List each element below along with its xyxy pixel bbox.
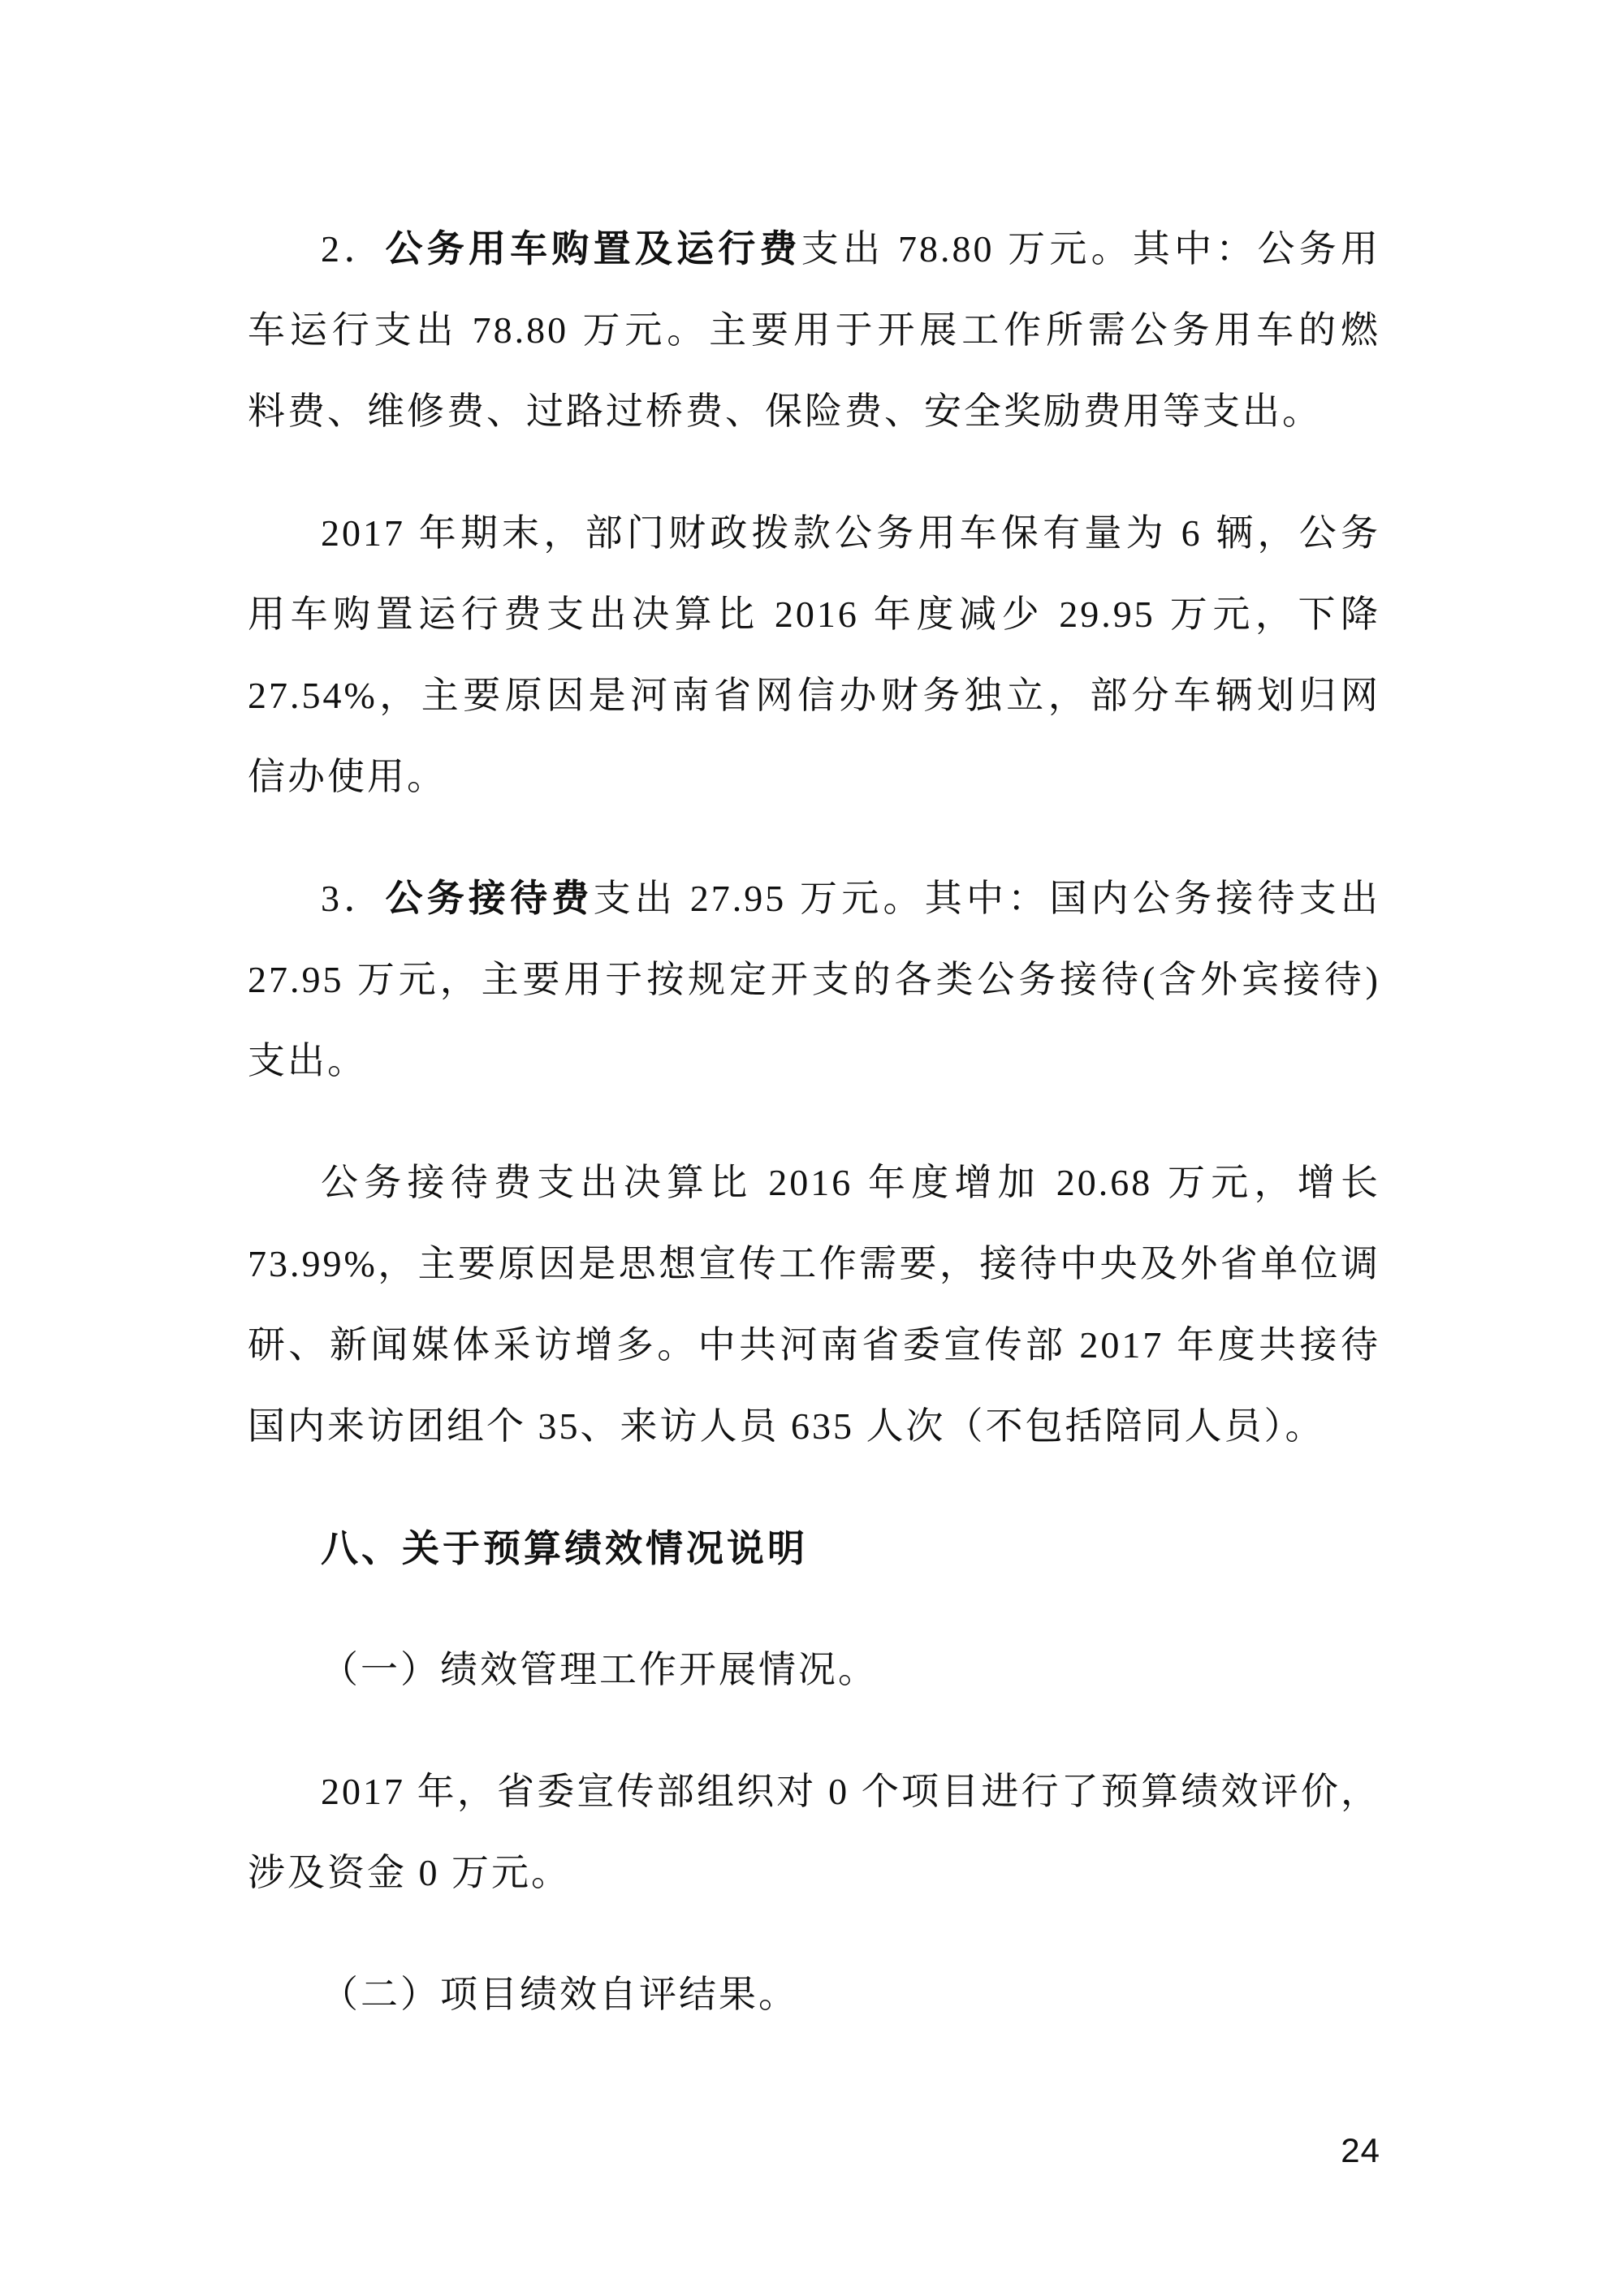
text-segment: 支出。 [248, 1040, 367, 1081]
text-line [248, 290, 1380, 371]
text-segment: 3． [321, 878, 386, 919]
paragraph [248, 493, 1380, 818]
paragraph [248, 1751, 1380, 1914]
text-line [248, 1305, 1380, 1386]
document-body [248, 209, 1380, 2035]
text-segment: 支出 78.80 万元。其中：公务用 [801, 228, 1381, 270]
text-line [248, 574, 1380, 655]
text-line [248, 209, 1380, 290]
paragraph [248, 209, 1380, 452]
bold-text-segment: 公务接待费 [385, 878, 594, 919]
text-segment: 73.99%，主要原因是思想宣传工作需要，接待中央及外省单位调 [248, 1243, 1380, 1284]
page-number: 24 [1341, 2131, 1380, 2169]
bold-text-segment: 公务用车购置及运行费 [385, 228, 801, 270]
text-segment: 涉及资金 0 万元。 [248, 1852, 571, 1893]
text-segment: 2． [321, 228, 386, 270]
sub-heading [248, 1629, 1380, 1711]
text-line [248, 939, 1380, 1021]
text-segment: 用车购置运行费支出决算比 2016 年度减少 29.95 万元，下降 [248, 593, 1380, 635]
text-segment: 支出 27.95 万元。其中：国内公务接待支出 [593, 878, 1381, 919]
text-line [248, 1751, 1380, 1832]
text-line [248, 1954, 1380, 2035]
paragraph [248, 1142, 1380, 1467]
text-segment: 公务接待费支出决算比 2016 年度增加 20.68 万元，增长 [321, 1162, 1380, 1203]
text-segment: 研、新闻媒体采访增多。中共河南省委宣传部 2017 年度共接待 [248, 1324, 1380, 1366]
section-heading [248, 1508, 1380, 1589]
text-segment: 国内来访团组个 35、来访人员 635 人次（不包括陪同人员）。 [248, 1405, 1325, 1447]
text-segment: 料费、维修费、过路过桥费、保险费、安全奖励费用等支出。 [248, 391, 1322, 432]
text-segment: 2017 年期末，部门财政拨款公务用车保有量为 6 辆，公务 [321, 512, 1380, 554]
paragraph [248, 858, 1380, 1102]
text-segment: 27.54%，主要原因是河南省网信办财务独立，部分车辆划归网 [248, 675, 1380, 716]
text-segment: （一）绩效管理工作开展情况。 [321, 1649, 878, 1690]
text-line [248, 655, 1380, 736]
text-line [248, 1629, 1380, 1711]
text-line [248, 1508, 1380, 1589]
sub-heading [248, 1954, 1380, 2035]
text-line [248, 371, 1380, 452]
text-line [248, 858, 1380, 939]
text-line [248, 736, 1380, 818]
text-line [248, 1224, 1380, 1305]
text-segment: 信办使用。 [248, 756, 447, 797]
text-line [248, 1832, 1380, 1914]
bold-text-segment: 八、关于预算绩效情况说明 [321, 1527, 808, 1569]
text-segment: 2017 年，省委宣传部组织对 0 个项目进行了预算绩效评价， [321, 1771, 1380, 1812]
text-line [248, 493, 1380, 574]
text-segment: （二）项目绩效自评结果。 [321, 1974, 798, 2015]
text-line [248, 1021, 1380, 1102]
text-line [248, 1142, 1380, 1224]
text-segment: 车运行支出 78.80 万元。主要用于开展工作所需公务用车的燃 [248, 309, 1380, 351]
text-segment: 27.95 万元，主要用于按规定开支的各类公务接待(含外宾接待) [248, 959, 1380, 1000]
text-line [248, 1386, 1380, 1467]
